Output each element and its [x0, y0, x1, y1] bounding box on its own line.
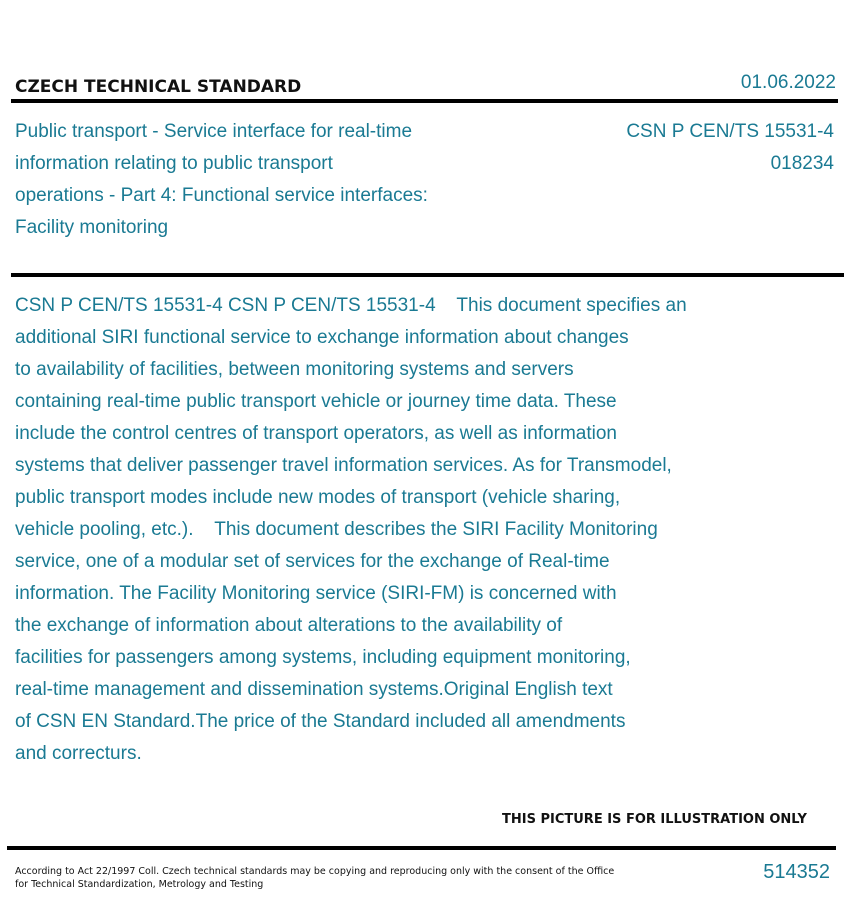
- subject-line: information relating to public transport: [15, 153, 333, 174]
- abstract-line: of CSN EN Standard.The price of the Standard included all amendments: [15, 711, 626, 732]
- subject-divider: [11, 273, 844, 277]
- copyright-line: for Technical Standardization, Metrology and Testing: [15, 879, 264, 890]
- document-type-title: CZECH TECHNICAL STANDARD: [15, 77, 302, 97]
- abstract-line: the exchange of information about alterations to the availability of: [15, 615, 563, 636]
- subject-line: Facility monitoring: [15, 217, 169, 238]
- abstract-line: additional SIRI functional service to exchange information about changes: [15, 327, 629, 348]
- abstract-line: CSN P CEN/TS 15531-4 CSN P CEN/TS 15531-4 This document specifies an: [15, 295, 687, 316]
- abstract-line: and correcturs.: [15, 743, 142, 764]
- document-abstract: [15, 290, 795, 770]
- standard-number: CSN P CEN/TS 15531-4: [626, 121, 834, 142]
- abstract-line: systems that deliver passenger travel information services. As for Transmodel,: [15, 455, 672, 476]
- header-divider: [11, 99, 838, 103]
- standard-codes: [626, 116, 834, 180]
- abstract-line: information. The Facility Monitoring service (SIRI-FM) is concerned with: [15, 583, 617, 604]
- product-code: 514352: [763, 861, 830, 883]
- copyright-notice: [15, 865, 615, 891]
- abstract-line: real-time management and dissemination systems.Original English text: [15, 679, 613, 700]
- abstract-line: to availability of facilities, between monitoring systems and servers: [15, 359, 574, 380]
- subject-line: operations - Part 4: Functional service interfaces:: [15, 185, 428, 206]
- publication-date: 01.06.2022: [740, 72, 836, 93]
- catalog-number: 018234: [770, 153, 834, 174]
- abstract-line: containing real-time public transport vehicle or journey time data. These: [15, 391, 617, 412]
- illustration-disclaimer: THIS PICTURE IS FOR ILLUSTRATION ONLY: [502, 812, 807, 827]
- abstract-line: service, one of a modular set of services for the exchange of Real-time: [15, 551, 610, 572]
- abstract-line: public transport modes include new modes of transport (vehicle sharing,: [15, 487, 621, 508]
- abstract-line: vehicle pooling, etc.). This document describes the SIRI Facility Monitoring: [15, 519, 658, 540]
- standard-subject: [15, 116, 495, 244]
- abstract-line: facilities for passengers among systems, including equipment monitoring,: [15, 647, 631, 668]
- copyright-line: According to Act 22/1997 Coll. Czech technical standards may be copying and reproducing only with the consent of the Office: [15, 866, 615, 877]
- footer-divider: [7, 846, 836, 850]
- abstract-line: include the control centres of transport operators, as well as information: [15, 423, 617, 444]
- subject-line: Public transport - Service interface for real-time: [15, 121, 413, 142]
